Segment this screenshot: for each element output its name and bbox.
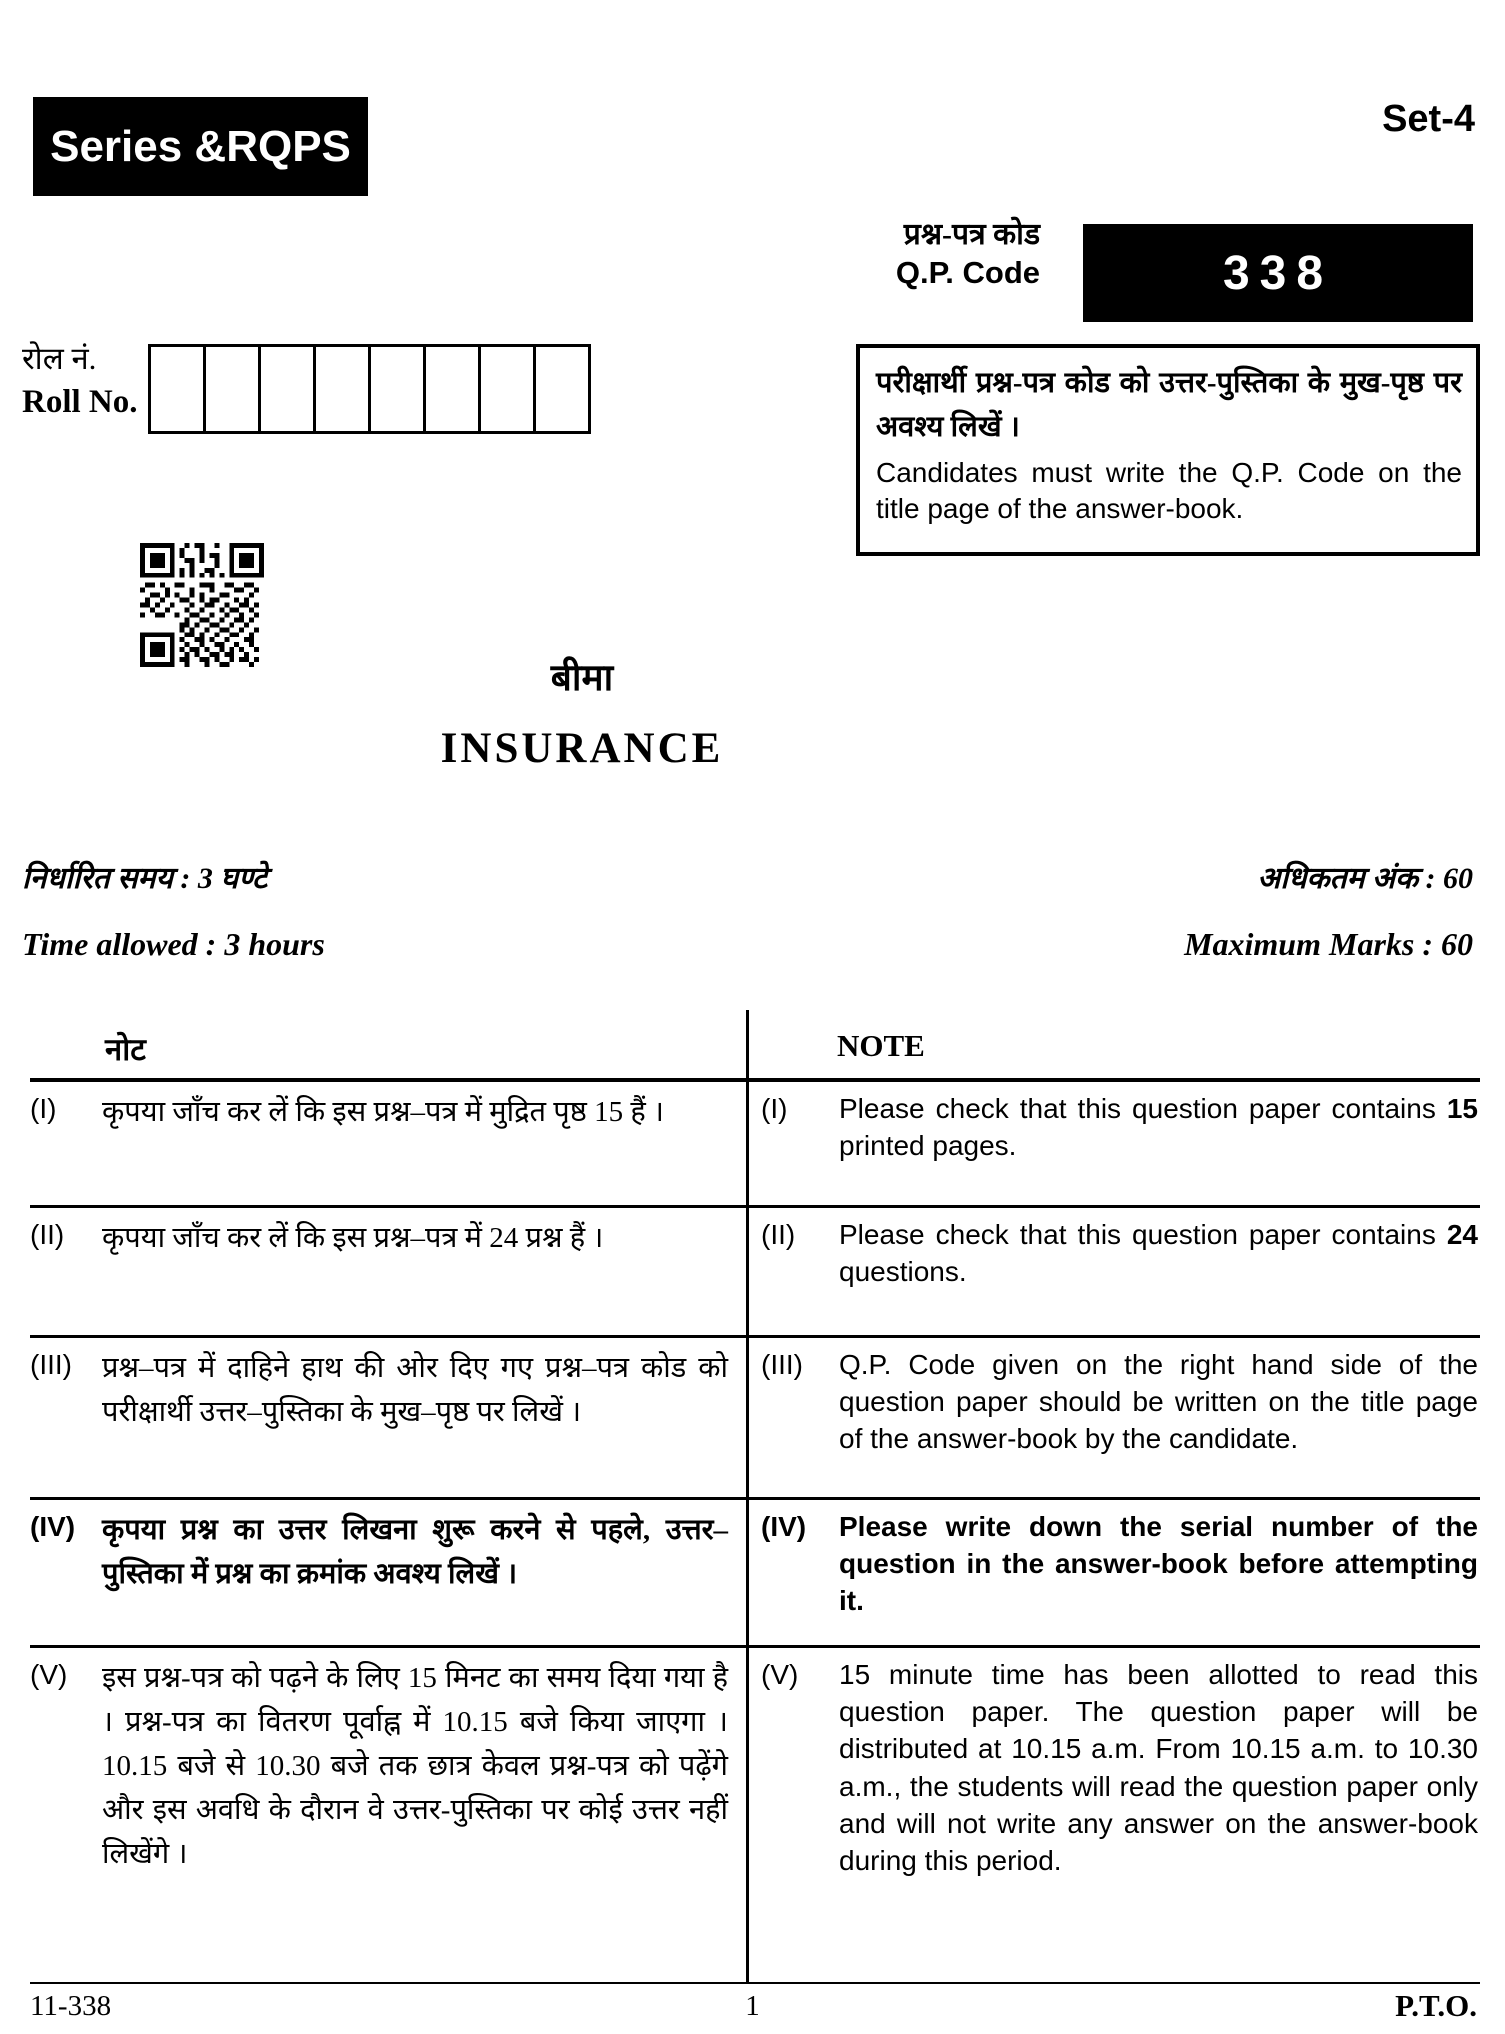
note-number: (II) — [30, 1219, 65, 1250]
note-number: (I) — [761, 1093, 788, 1124]
note-text-hindi: कृपया जाँच कर लें कि इस प्रश्न–पत्र में मुद्रित पृष्ठ 15 हैं । — [102, 1096, 664, 1128]
series-code-label: Series &RQPS — [50, 121, 351, 171]
roll-label-hindi: रोल नं. — [22, 341, 97, 376]
roll-digit-box — [148, 344, 206, 434]
candidate-instruction-hindi: परीक्षार्थी प्रश्न-पत्र कोड को उत्तर-पुस्तिका के मुख-पृष्ठ पर अवश्य लिखें । — [876, 367, 1462, 443]
note-number: (III) — [30, 1349, 72, 1380]
footer-paper-code: 11-338 — [30, 1990, 112, 2022]
qp-code-value: 338 — [1222, 246, 1334, 300]
footer-pto-label: P.T.O. — [1395, 1988, 1477, 2023]
note-number: (II) — [761, 1219, 796, 1250]
notes-header-row — [30, 1010, 1480, 1082]
note-text-hindi: कृपया प्रश्न का उत्तर लिखना शुरू करने से पहले, उत्तर–पुस्तिका में प्रश्न का क्रमांक अवश्य लिखें । — [102, 1514, 728, 1591]
note-text-hindi: इस प्रश्न-पत्र को पढ़ने के लिए 15 मिनट का समय दिया गया है । प्रश्न-पत्र का वितरण पूर्वाह्न में 10.15 बजे किया जाएगा । 10.15 बजे से 10.30 बजे तक छात्र केवल प्रश्न-पत्र को पढ़ेंगे और इस अवधि के दौरान वे उत्तर-पुस्तिका पर कोई उत्तर नहीं लिखेंगे । — [102, 1662, 728, 1871]
note-row-4 — [30, 1500, 1480, 1648]
note-text-hindi: कृपया जाँच कर लें कि इस प्रश्न–पत्र में 24 प्रश्न हैं । — [102, 1222, 604, 1254]
qp-code-label-hindi: प्रश्न-पत्र कोड — [903, 218, 1040, 251]
note-number: (III) — [761, 1349, 803, 1380]
roll-digit-box — [258, 344, 316, 434]
roll-digit-box — [423, 344, 481, 434]
note-row-3 — [30, 1338, 1480, 1500]
candidate-instruction-english: Candidates must write the Q.P. Code on the title page of the answer-book. — [876, 457, 1462, 525]
candidate-instruction-box — [856, 344, 1480, 556]
note-text-english: Please check that this question paper contains 24 questions. — [839, 1219, 1478, 1288]
series-code-box — [33, 97, 368, 196]
footer-page-number: 1 — [745, 1990, 760, 2022]
notes-table — [30, 1010, 1480, 1984]
qp-code-value-box — [1083, 224, 1473, 322]
roll-number-label — [22, 338, 138, 424]
time-allowed-english: Time allowed : 3 hours — [22, 926, 325, 962]
roll-digit-box — [313, 344, 371, 434]
note-number: (V) — [30, 1659, 68, 1690]
roll-digit-box — [368, 344, 426, 434]
roll-digit-box — [203, 344, 261, 434]
roll-digit-box — [478, 344, 536, 434]
roll-label-english: Roll No. — [22, 383, 138, 420]
note-number: (IV) — [30, 1511, 76, 1542]
notes-header-english: NOTE — [837, 1028, 925, 1063]
note-number: (I) — [30, 1093, 57, 1124]
qp-code-label-english: Q.P. Code — [895, 254, 1040, 290]
subject-title-hindi: बीमा — [550, 658, 614, 699]
note-text-english: Please write down the serial number of the question in the answer-book before attempting it. — [839, 1511, 1478, 1617]
note-number: (V) — [761, 1659, 799, 1690]
note-row-2 — [30, 1208, 1480, 1338]
subject-title-english: INSURANCE — [440, 725, 724, 772]
note-text-english: Q.P. Code given on the right hand side of the question paper should be written on the title page of the answer-book by the candidate. — [839, 1349, 1478, 1455]
roll-digit-box — [533, 344, 591, 434]
set-number-label: Set-4 — [1382, 98, 1475, 140]
notes-header-hindi: नोट — [105, 1032, 146, 1067]
note-text-hindi: प्रश्न–पत्र में दाहिने हाथ की ओर दिए गए प्रश्न–पत्र कोड को परीक्षार्थी उत्तर–पुस्तिका के मुख–पृष्ठ पर लिखें । — [102, 1352, 728, 1429]
note-text-english: 15 minute time has been allotted to read this question paper. The question paper will be distributed at 10.15 a.m. From 10.15 a.m. to 10.30 a.m., the students will read the question paper only and will not write any answer on the answer-book during this period. — [839, 1659, 1478, 1877]
note-row-5 — [30, 1648, 1480, 1984]
time-allowed-hindi: निर्धारित समय : 3 घण्टे — [22, 862, 268, 895]
qr-code — [140, 543, 264, 667]
roll-number-grid — [148, 344, 591, 434]
maximum-marks-english: Maximum Marks : 60 — [1184, 926, 1473, 962]
note-number: (IV) — [761, 1511, 807, 1542]
qp-code-label — [640, 216, 1040, 292]
note-row-1 — [30, 1082, 1480, 1208]
maximum-marks-hindi: अधिकतम अंक : 60 — [1257, 862, 1473, 895]
note-text-english: Please check that this question paper contains 15 printed pages. — [839, 1093, 1478, 1162]
